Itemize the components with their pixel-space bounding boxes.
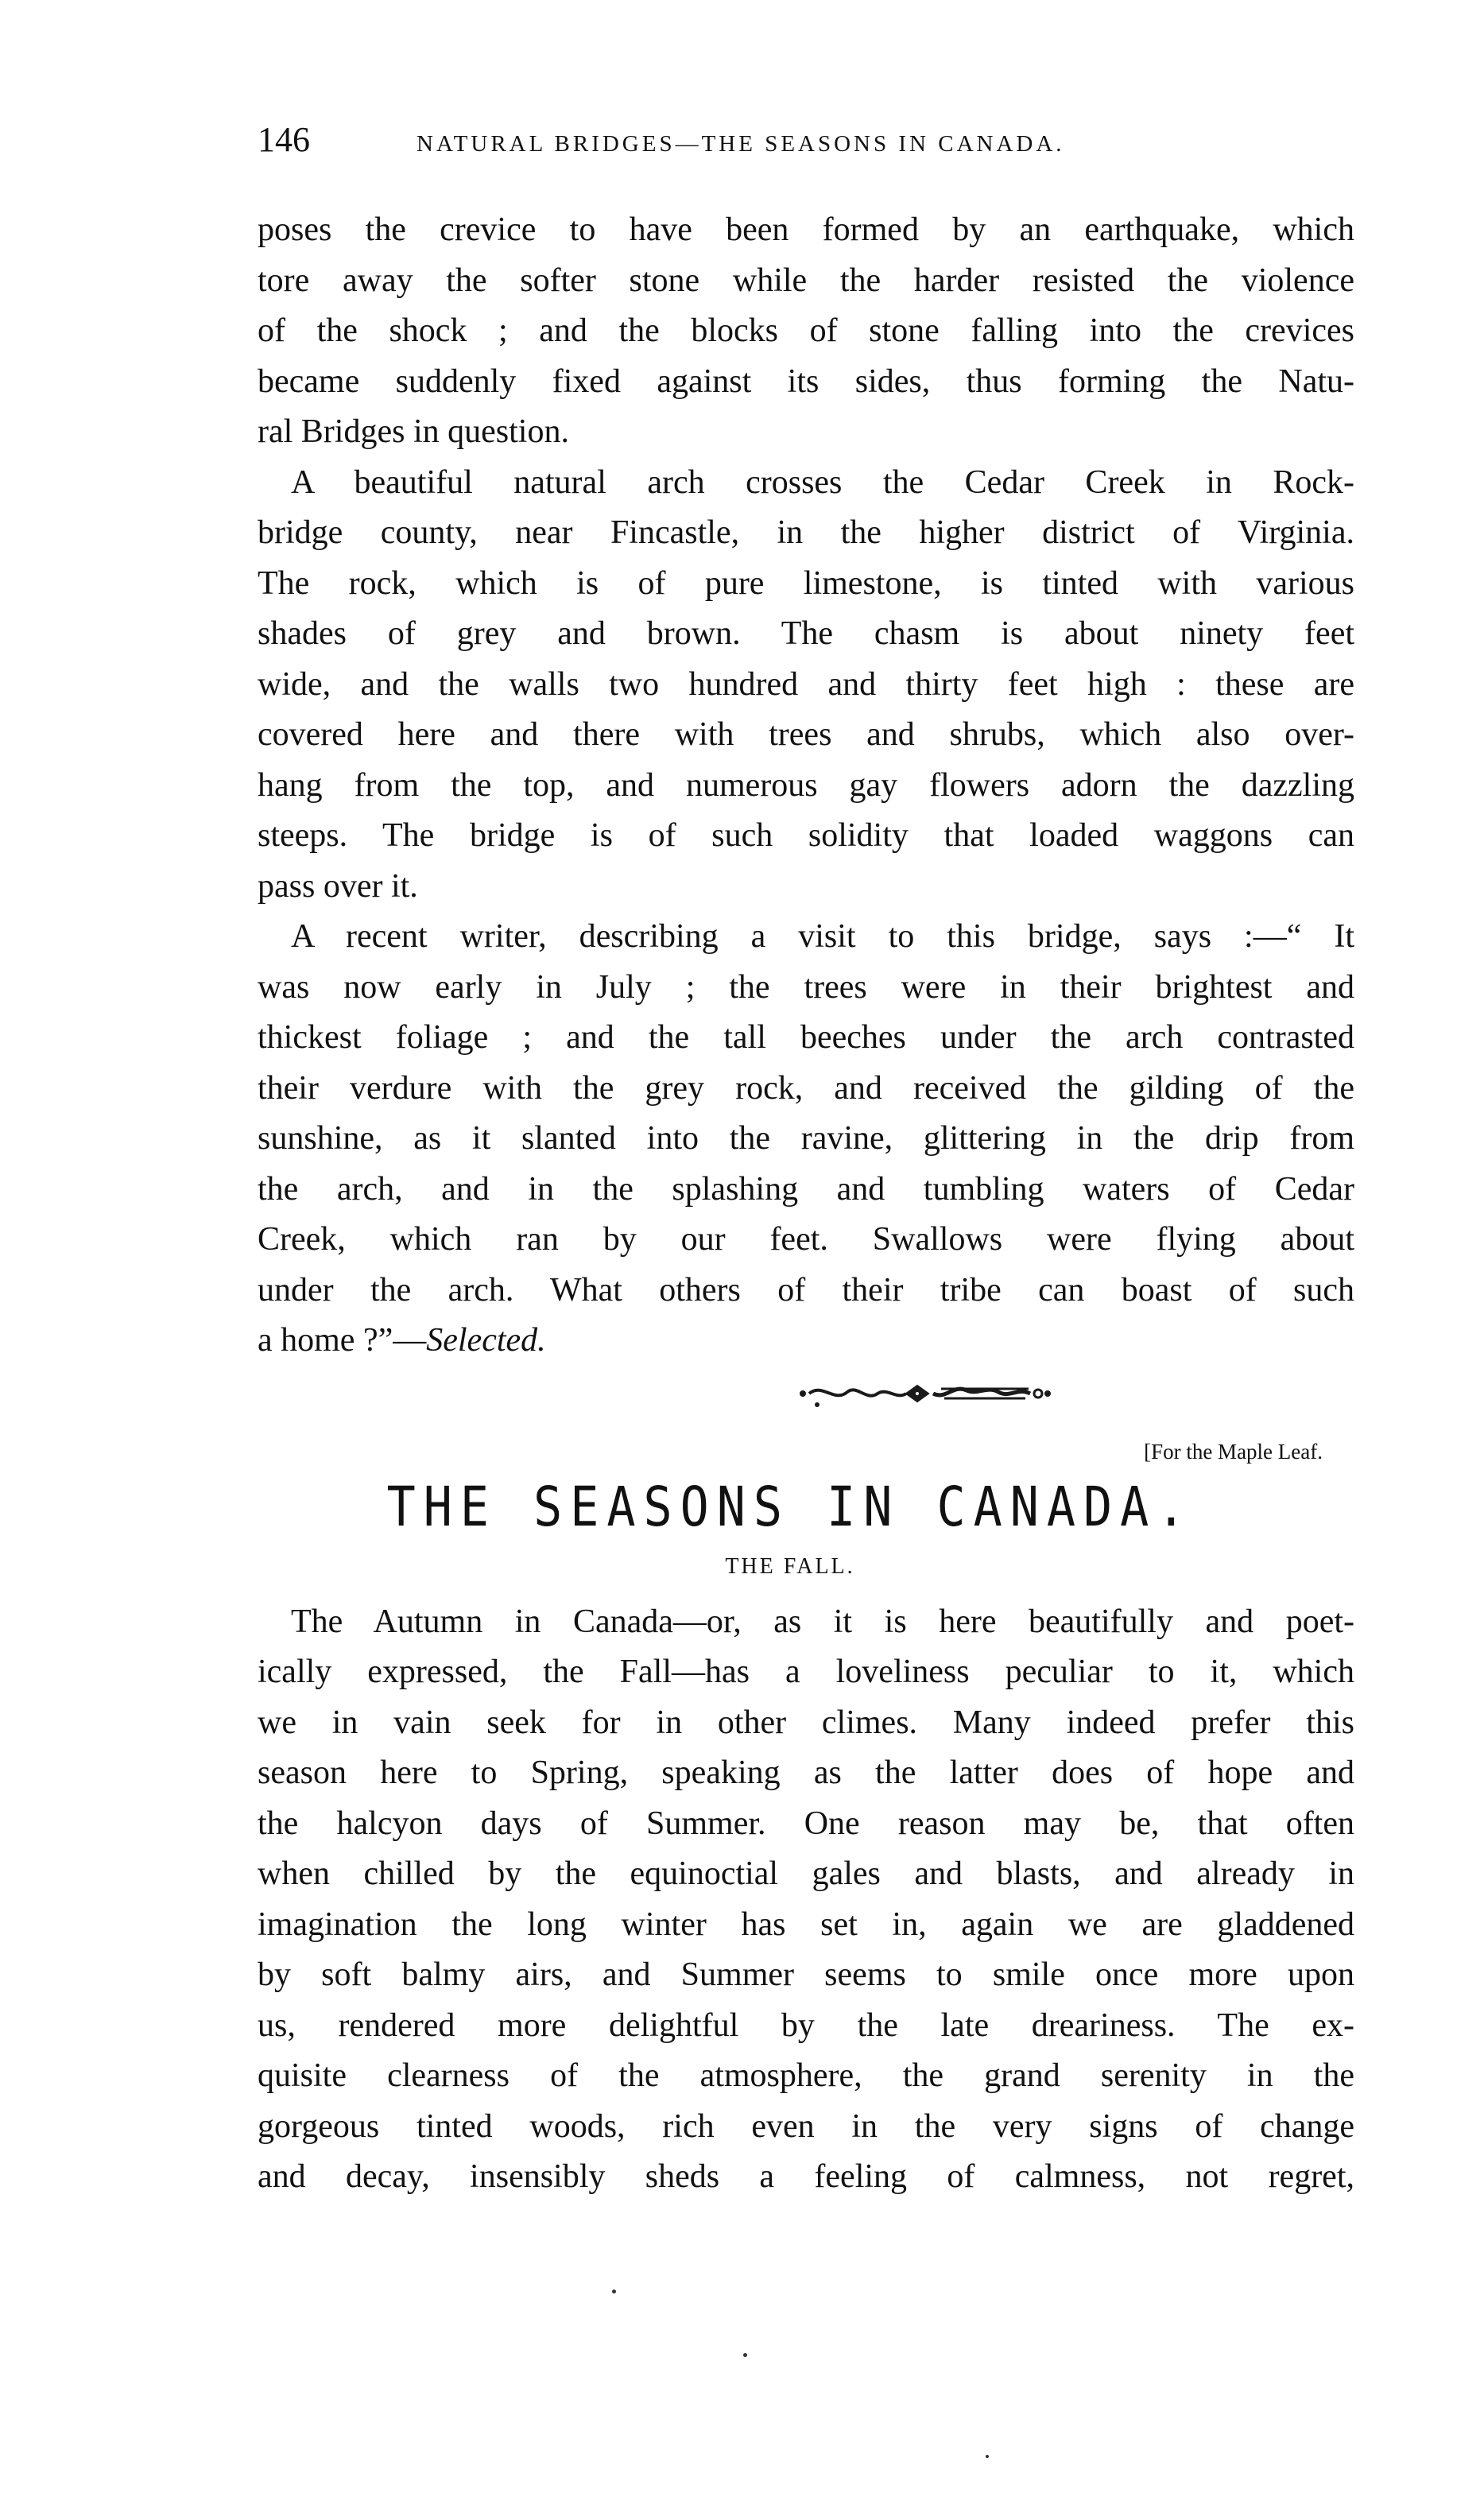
- text-line: of the shock ; and the blocks of stone falling into the crevices: [258, 312, 1354, 349]
- paragraph-natural-bridges-2: [258, 458, 1354, 913]
- paragraph-seasons: [258, 1597, 1354, 2203]
- paper-speck: [612, 2290, 616, 2293]
- text-line: [258, 1316, 1354, 1367]
- text-line: The Autumn in Canada—or, as it is here beautifully and poet-: [291, 1603, 1354, 1640]
- text-line: we in vain seek for in other climes. Many indeed prefer this: [258, 1704, 1354, 1741]
- flourish-graphic: [798, 1376, 1052, 1408]
- text-line: under the arch. What others of their tribe can boast of such: [258, 1271, 1354, 1309]
- text-line: ral Bridges in question.: [258, 413, 569, 450]
- text-line: sunshine, as it slanted into the ravine, glittering in the drip from: [258, 1120, 1354, 1157]
- text-line: hang from the top, and numerous gay flowers adorn the dazzling: [258, 766, 1354, 804]
- paper-speck: [986, 2455, 989, 2458]
- text-line: imagination the long winter has set in, again we are gladdened: [258, 1906, 1354, 1943]
- text-line: their verdure with the grey rock, and received the gilding of the: [258, 1069, 1354, 1107]
- text-line: A beautiful natural arch crosses the Cedar Creek in Rock-: [291, 463, 1354, 501]
- running-title: NATURAL BRIDGES—THE SEASONS IN CANADA.: [417, 131, 1065, 157]
- source-signature: Selected.: [426, 1322, 546, 1359]
- attribution-line: [For the Maple Leaf.: [1144, 1439, 1323, 1464]
- section-title: THE SEASONS IN CANADA.: [386, 1475, 1194, 1539]
- text-line: covered here and there with trees and shrubs, which also over-: [258, 716, 1354, 753]
- paper-speck: [743, 2353, 747, 2357]
- text-line: the halcyon days of Summer. One reason may be, that often: [258, 1805, 1354, 1842]
- text-line: steeps. The bridge is of such solidity that loaded waggons can: [258, 817, 1354, 854]
- text-line: shades of grey and brown. The chasm is about ninety feet: [258, 615, 1354, 652]
- quote-ending: a home ?”—: [258, 1322, 427, 1359]
- text-line: wide, and the walls two hundred and thirty feet high : these are: [258, 665, 1354, 703]
- paragraph-natural-bridges-3: [258, 912, 1354, 1367]
- text-line: by soft balmy airs, and Summer seems to smile once more upon: [258, 1956, 1354, 1993]
- text-line: thickest foliage ; and the tall beeches under the arch contrasted: [258, 1019, 1354, 1056]
- page-number: 146: [258, 120, 310, 159]
- text-line: us, rendered more delightful by the late dreariness. The ex-: [258, 2007, 1354, 2044]
- decorative-flourish-icon: [258, 1376, 1354, 1432]
- text-line: gorgeous tinted woods, rich even in the very signs of change: [258, 2107, 1354, 2145]
- text-line: became suddenly fixed against its sides, thus forming the Natu-: [258, 363, 1354, 400]
- book-page: [258, 119, 1354, 2203]
- text-line: Creek, which ran by our feet. Swallows were flying about: [258, 1221, 1354, 1258]
- text-line: quisite clearness of the atmosphere, the grand serenity in the: [258, 2057, 1354, 2094]
- text-line: The rock, which is of pure limestone, is tinted with various: [258, 564, 1354, 602]
- text-line: season here to Spring, speaking as the latter does of hope and: [258, 1754, 1354, 1791]
- section-subheading: THE FALL.: [725, 1553, 855, 1579]
- text-line: bridge county, near Fincastle, in the higher district of Virginia.: [258, 514, 1354, 551]
- running-head: [258, 119, 1354, 167]
- text-line: when chilled by the equinoctial gales and blasts, and already in: [258, 1855, 1354, 1892]
- text-line: pass over it.: [258, 867, 418, 905]
- text-line: was now early in July ; the trees were in their brightest and: [258, 968, 1354, 1006]
- text-line: A recent writer, describing a visit to this bridge, says :—“ It: [291, 918, 1354, 955]
- text-line: and decay, insensibly sheds a feeling of calmness, not regret,: [258, 2158, 1354, 2195]
- text-line: poses the crevice to have been formed by an earthquake, which: [258, 211, 1354, 248]
- text-line: the arch, and in the splashing and tumbling waters of Cedar: [258, 1170, 1354, 1208]
- paragraph-natural-bridges-1: [258, 205, 1354, 458]
- text-line: ically expressed, the Fall—has a loveliness peculiar to it, which: [258, 1654, 1354, 1690]
- text-line: tore away the softer stone while the harder resisted the violence: [258, 262, 1354, 299]
